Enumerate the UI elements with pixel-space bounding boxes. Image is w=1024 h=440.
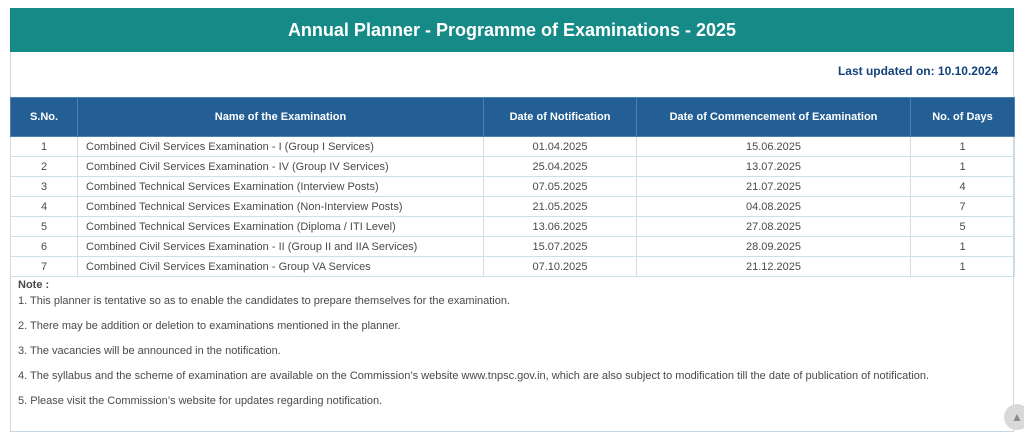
note-item: 2. There may be addition or deletion to examinations mentioned in the planner. — [18, 320, 401, 332]
table-header-row — [11, 98, 1015, 137]
column-header-sno: S.No. — [11, 98, 78, 137]
cell-sno: 6 — [11, 237, 78, 257]
page-title-banner — [10, 8, 1014, 52]
cell-sno: 5 — [11, 217, 78, 237]
cell-commencement-date: 21.12.2025 — [637, 257, 911, 277]
column-header-commencement-date: Date of Commencement of Examination — [637, 98, 911, 137]
note-item: 1. This planner is tentative so as to enable the candidates to prepare themselves for the examination. — [18, 295, 511, 307]
table-row — [11, 137, 1015, 157]
cell-sno: 1 — [11, 137, 78, 157]
cell-days: 4 — [911, 177, 1015, 197]
cell-notification-date: 07.10.2025 — [484, 257, 637, 277]
cell-exam-name: Combined Civil Services Examination - I (Group I Services) — [78, 137, 484, 157]
column-header-days: No. of Days — [911, 98, 1015, 137]
table-row — [11, 197, 1015, 217]
cell-sno: 3 — [11, 177, 78, 197]
cell-notification-date: 13.06.2025 — [484, 217, 637, 237]
cell-exam-name: Combined Civil Services Examination - II (Group II and IIA Services) — [78, 237, 484, 257]
cell-commencement-date: 13.07.2025 — [637, 157, 911, 177]
cell-sno: 7 — [11, 257, 78, 277]
note-item: 5. Please visit the Commission’s website for updates regarding notification. — [18, 395, 383, 407]
table-row — [11, 157, 1015, 177]
note-item: 3. The vacancies will be announced in the notification. — [18, 345, 281, 357]
page-title: Annual Planner - Programme of Examinations - 2025 — [287, 19, 737, 40]
cell-exam-name: Combined Technical Services Examination (Diploma / ITI Level) — [78, 217, 484, 237]
table-row — [11, 177, 1015, 197]
cell-sno: 4 — [11, 197, 78, 217]
cell-notification-date: 15.07.2025 — [484, 237, 637, 257]
cell-exam-name: Combined Civil Services Examination - IV (Group IV Services) — [78, 157, 484, 177]
cell-commencement-date: 15.06.2025 — [637, 137, 911, 157]
chevron-up-icon: ▲ — [1011, 410, 1023, 424]
cell-days: 5 — [911, 217, 1015, 237]
notes-section — [18, 279, 998, 420]
table-row — [11, 257, 1015, 277]
cell-days: 1 — [911, 137, 1015, 157]
cell-days: 7 — [911, 197, 1015, 217]
cell-days: 1 — [911, 157, 1015, 177]
cell-commencement-date: 27.08.2025 — [637, 217, 911, 237]
cell-commencement-date: 28.09.2025 — [637, 237, 911, 257]
cell-notification-date: 25.04.2025 — [484, 157, 637, 177]
table-row — [11, 237, 1015, 257]
column-header-exam-name: Name of the Examination — [78, 98, 484, 137]
scroll-to-top-button[interactable] — [1004, 404, 1024, 430]
cell-sno: 2 — [11, 157, 78, 177]
cell-notification-date: 07.05.2025 — [484, 177, 637, 197]
cell-days: 1 — [911, 257, 1015, 277]
last-updated-label: Last updated on: 10.10.2024 — [837, 64, 998, 78]
cell-commencement-date: 04.08.2025 — [637, 197, 911, 217]
cell-exam-name: Combined Technical Services Examination (Non-Interview Posts) — [78, 197, 484, 217]
cell-exam-name: Combined Civil Services Examination - Group VA Services — [78, 257, 484, 277]
cell-days: 1 — [911, 237, 1015, 257]
notes-title: Note : — [18, 279, 50, 291]
exam-planner-table — [10, 97, 1015, 277]
column-header-notification-date: Date of Notification — [484, 98, 637, 137]
cell-notification-date: 01.04.2025 — [484, 137, 637, 157]
table-row — [11, 217, 1015, 237]
note-item: 4. The syllabus and the scheme of examination are available on the Commission’s website www.tnpsc.gov.in, which are also subject to modification till the date of publication of notification. — [18, 370, 930, 382]
cell-commencement-date: 21.07.2025 — [637, 177, 911, 197]
cell-exam-name: Combined Technical Services Examination (Interview Posts) — [78, 177, 484, 197]
cell-notification-date: 21.05.2025 — [484, 197, 637, 217]
